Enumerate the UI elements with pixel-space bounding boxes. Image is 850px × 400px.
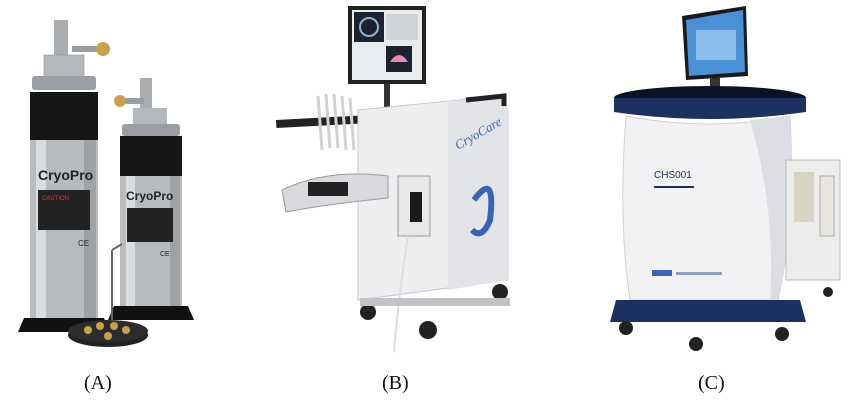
- caption-a: (A): [84, 372, 112, 394]
- large-canister-brand: CryoPro: [38, 167, 94, 183]
- console-body: [623, 116, 792, 300]
- panel-c: [600, 0, 850, 400]
- cryocare-cart-illustration: [268, 0, 548, 370]
- cart-monitor: [348, 6, 426, 116]
- small-canister-brand: CryoPro: [126, 189, 174, 203]
- cart-body: [282, 96, 508, 352]
- caption-c: (C): [698, 372, 725, 394]
- probe-holder-arm: [276, 94, 366, 150]
- small-canister-ce-mark: CE: [160, 251, 170, 258]
- console-side-tank: [786, 160, 840, 280]
- cart-brand-label: CryoCare: [452, 113, 505, 153]
- large-canister-ce-mark: CE: [78, 239, 90, 248]
- chs-console-illustration: [600, 0, 850, 370]
- large-canister-warning: CAUTION: [42, 196, 69, 202]
- console-monitor: [682, 6, 748, 92]
- large-canister: [18, 20, 110, 332]
- small-canister: [108, 78, 194, 320]
- cryopro-devices-illustration: [0, 0, 280, 370]
- panel-b: [268, 0, 548, 400]
- caption-b: (B): [382, 372, 409, 394]
- panel-a: [0, 0, 280, 400]
- console-model-label: CHS001: [654, 170, 692, 181]
- console-top-table: [614, 86, 806, 119]
